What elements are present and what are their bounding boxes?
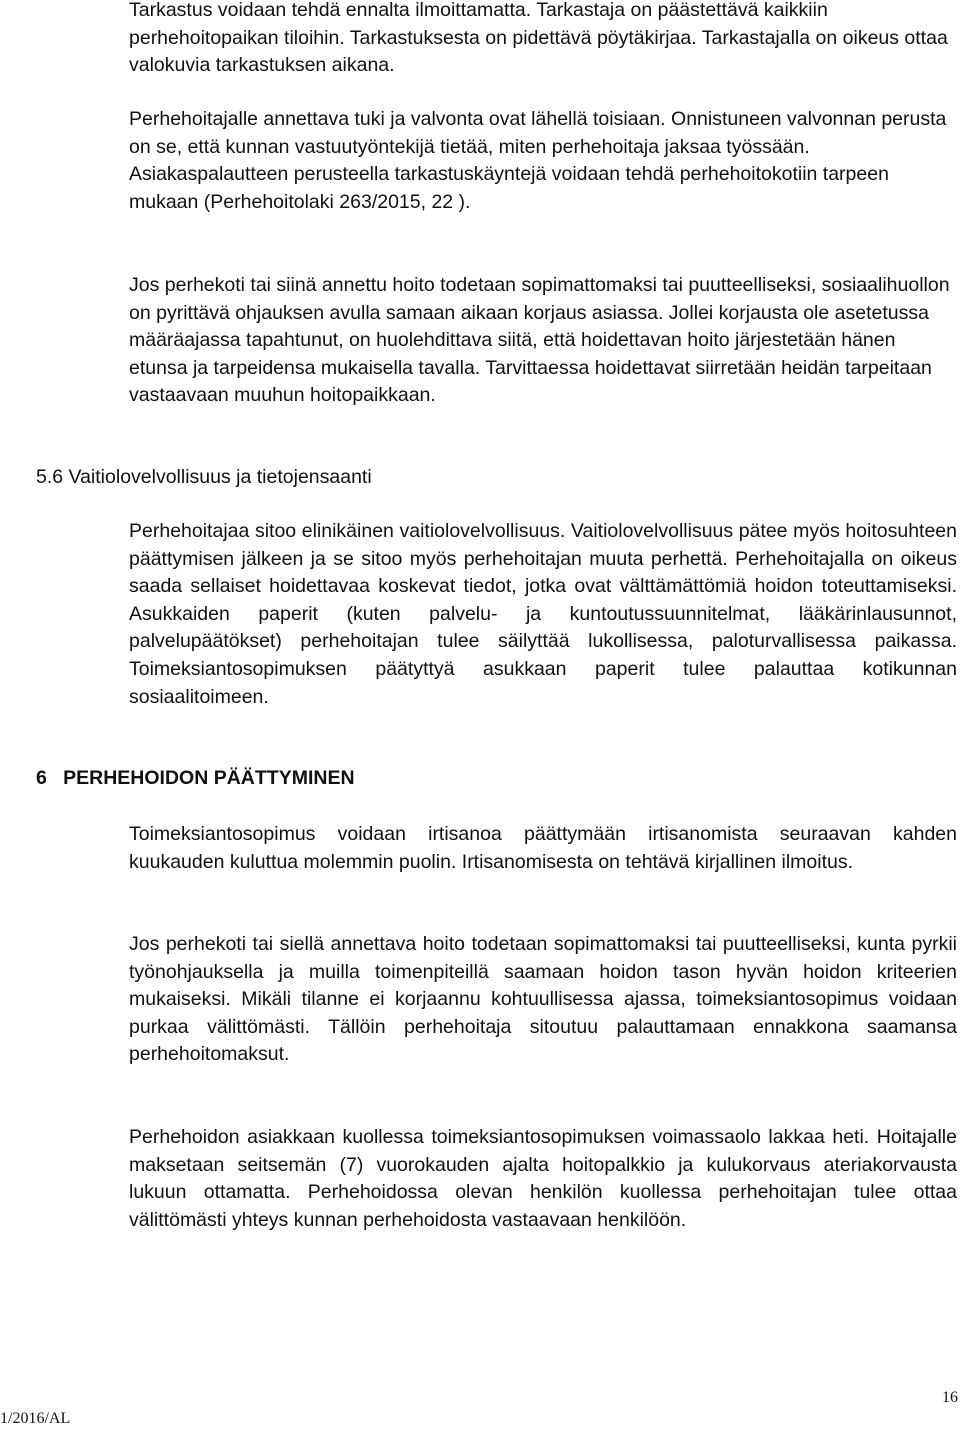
paragraph-support-supervision: Perhehoitajalle annettava tuki ja valvonta ovat lähellä toisiaan. Onnistuneen valvonnan perusta on se, että kunnan vastuutyöntekijä tietää, miten perhehoitaja jaksaa työssään. Asiakaspalautteen perusteella tarkastuskäyntejä voidaan tehdä perhehoitokotiin tarpeen mukaan (Perhehoitolaki 263/2015, 22 ). [129, 108, 947, 213]
paragraph-termination-immediate: Jos perhekoti tai siellä annettava hoito todetaan sopimattomaksi tai puutteelliseksi, kunta pyrkii työnohjauksella ja muilla toimenpiteillä saamaan hoidon tason hyvän hoidon kriteerien mukaiseksi. Mikäli tilanne ei korjaannu kohtuullisessa ajassa, toimeksiantosopimus voidaan purkaa välittömästi. Tällöin perhehoitaja sitoutuu palauttamaan ennakkona saamansa perhehoitomaksut. [129, 933, 957, 1066]
section-heading-5-6: 5.6 Vaitiolovelvollisuus ja tietojensaanti [36, 466, 372, 488]
paragraph-inspection: Tarkastus voidaan tehdä ennalta ilmoittamatta. Tarkastaja on päästettävä kaikkiin perhehoitopaikan tiloihin. Tarkastuksesta on pidettävä pöytäkirjaa. Tarkastajalla on oikeus ottaa valokuvia tarkastuksen aikana. [129, 0, 948, 77]
chapter-heading-6: 6 PERHEHOIDON PÄÄTTYMINEN [36, 767, 355, 789]
paragraph-client-death: Perhehoidon asiakkaan kuollessa toimeksiantosopimuksen voimassaolo lakkaa heti. Hoitajalle maksetaan seitsemän (7) vuorokauden ajalta hoitopalkkio ja kulukorvaus ateriakorvausta lukuun ottamatta. Perhehoidossa olevan henkilön kuollessa perhehoitajan tulee ottaa välittömästi yhteys kunnan perhehoidosta vastaavaan henkilöön. [129, 1126, 957, 1231]
paragraph-confidentiality: Perhehoitajaa sitoo elinikäinen vaitiolovelvollisuus. Vaitiolovelvollisuus pätee myös hoitosuhteen päättymisen jälkeen ja se sitoo myös perhehoitajan muuta perhettä. Perhehoitajalla on oikeus saada sellaiset hoidettavaa koskevat tiedot, jotka ovat välttämättömiä hoidon toteuttamiseksi. Asukkaiden paperit (kuten palvelu- ja kuntoutussuunnitelmat, lääkärinlausunnot, palvelupäätökset) perhehoitajan tulee säilyttää lukollisessa, paloturvallisessa paikassa. Toimeksiantosopimuksen päätyttyä asukkaan paperit tulee palauttaa kotikunnan sosiaalitoimeen. [129, 520, 957, 708]
paragraph-inappropriate-care: Jos perhekoti tai siinä annettu hoito todetaan sopimattomaksi tai puutteelliseksi, sosiaalihuollon on pyrittävä ohjauksen avulla samaan aikaan korjaus asiassa. Jollei korjausta ole asetetussa määräajassa tapahtunut, on huolehdittava siitä, että hoidettavan hoito järjestetään hänen etunsa ja tarpeidensa mukaisella tavalla. Tarvittaessa hoidettavat siirretään heidän tarpeitaan vastaavaan muuhun hoitopaikkaan. [129, 274, 950, 407]
paragraph-termination-notice: Toimeksiantosopimus voidaan irtisanoa päättymään irtisanomista seuraavan kahden kuukauden kuluttua molemmin puolin. Irtisanomisesta on tehtävä kirjallinen ilmoitus. [129, 823, 957, 873]
document-code: 1/2016/AL [0, 1410, 71, 1427]
page-number: 16 [942, 1389, 958, 1406]
